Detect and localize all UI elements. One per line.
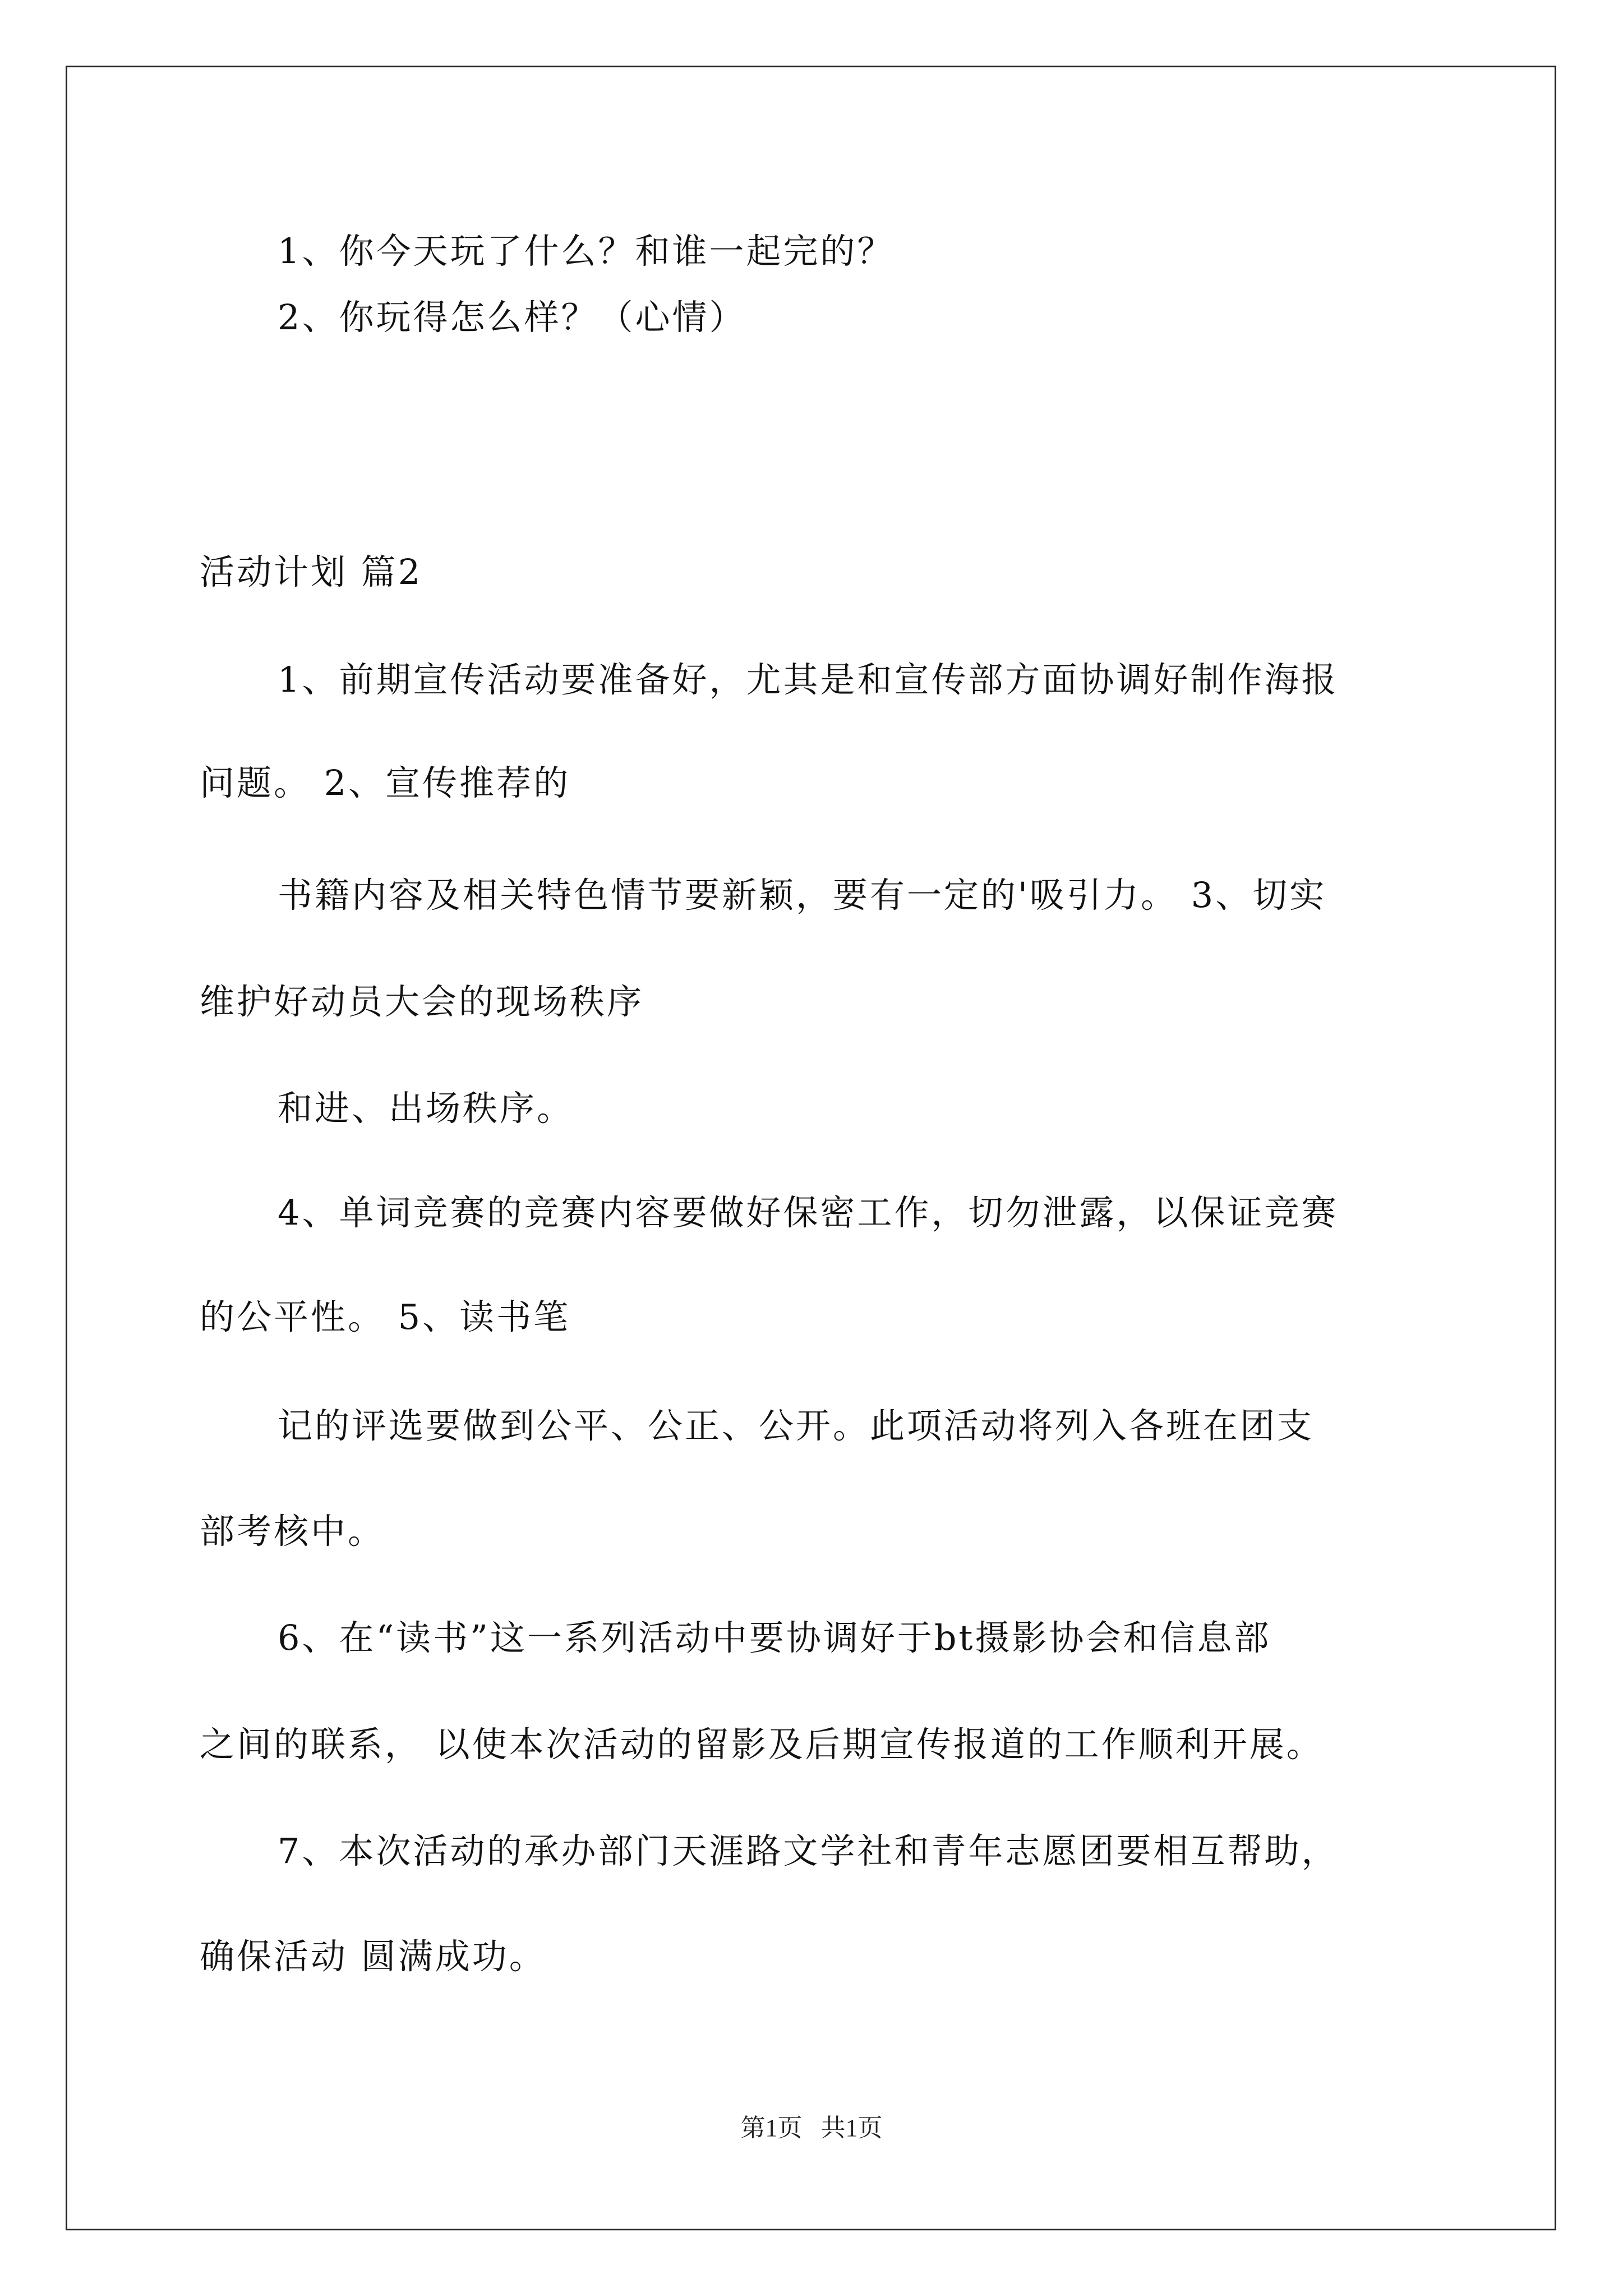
page-border [66,66,1556,2230]
list-item-1: 1、你今天玩了什么？和谁一起完的？ [278,231,895,272]
paragraph-line: 的公平性。 5、读书笔 [200,1296,571,1337]
page-number-footer: 第1页 共1页 [740,2114,883,2142]
paragraph-line: 4、单词竞赛的竞赛内容要做好保密工作，切勿泄露，以保证竞赛 [278,1192,1339,1233]
paragraph-line: 之间的联系， 以使本次活动的留影及后期宣传报道的工作顺利开展。 [200,1724,1324,1765]
paragraph-line: 和进、出场秩序。 [278,1088,574,1129]
paragraph-line: 1、前期宣传活动要准备好，尤其是和宣传部方面协调好制作海报 [278,659,1339,700]
paragraph-line: 问题。 2、宣传推荐的 [200,762,571,803]
paragraph-line: 维护好动员大会的现场秩序 [200,981,644,1022]
paragraph-line: 书籍内容及相关特色情节要新颖，要有一定的'吸引力。 3、切实 [278,875,1327,915]
list-item-2: 2、你玩得怎么样？（心情） [278,297,746,338]
section-heading: 活动计划 篇2 [200,551,423,592]
paragraph-line: 6、在“读书”这一系列活动中要协调好于bt摄影协会和信息部 [278,1617,1271,1658]
paragraph-line: 记的评选要做到公平、公正、公开。此项活动将列入各班在团支 [278,1405,1315,1446]
paragraph-line: 确保活动 圆满成功。 [200,1936,546,1977]
paragraph-line: 部考核中。 [200,1511,385,1552]
paragraph-line: 7、本次活动的承办部门天涯路文学社和青年志愿团要相互帮助， [278,1830,1339,1871]
